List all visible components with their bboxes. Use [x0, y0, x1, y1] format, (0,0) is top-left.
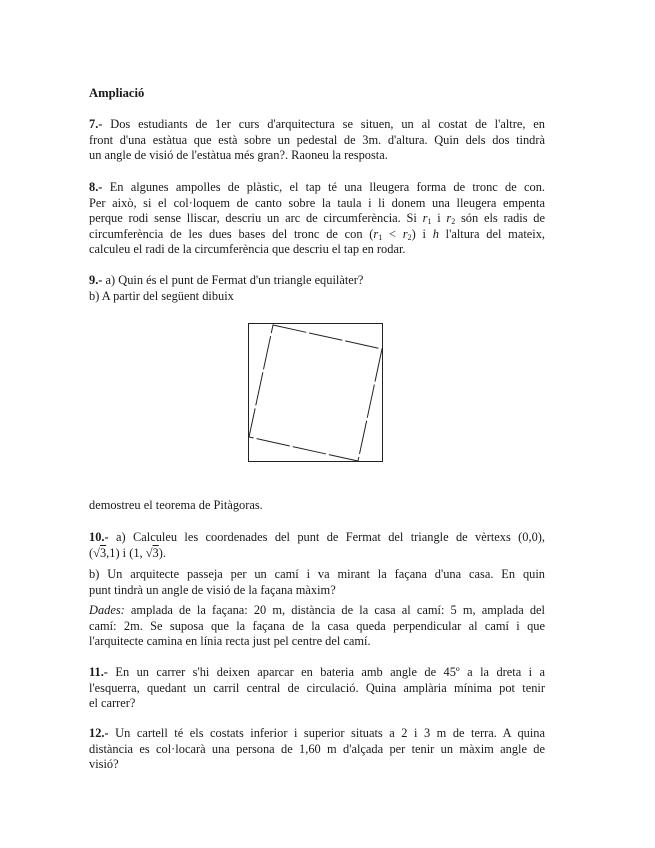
- problem-11: 11.- En un carrer s'hi deixen aparcar en bateria amb angle de 45º a la dreta i a l'esquerra, quedant un carril central de circulació. Quina amplària mínima pot tenir el carrer?: [89, 665, 545, 711]
- problem-12: 12.- Un cartell té els costats inferior i superior situats a 2 i 3 m de terra. A quina distància es col·locarà una persona de 1,60 m d'alçada per tenir un màxim angle de visió?: [89, 726, 545, 772]
- problem-7-number: 7.-: [89, 117, 103, 131]
- problem-10-number: 10.-: [89, 530, 109, 544]
- problem-11-number: 11.-: [89, 665, 108, 679]
- problem-8: 8.- En algunes ampolles de plàstic, el tap té una lleugera forma de tronc de con. Per això, si el col·loquem de canto sobre la taula i li donem una lleugera empenta perque rodi sense lliscar, descriu un arc de circumferència. Si $r_1$ i $r_2$ són els radis de circumferència de les dues bases del tronc de con $(r_1 < r_2)$ i h l'altura del mateix, calculeu el radi de la circumferència que descriu el tap en rodar.: [89, 180, 545, 257]
- section-heading: Ampliació: [89, 86, 145, 100]
- problem-7: 7.- Dos estudiants de 1er curs d'arquitectura se situen, un al costat de l'altre, en front d'una estàtua que està sobre un pedestal de 3m. d'altura. Quin dels dos tindrà un angle de visió de l'estàtua més gran?. Raoneu la resposta.: [89, 117, 545, 163]
- problem-9-number: 9.-: [89, 273, 103, 287]
- problem-9: 9.- a) Quin és el punt de Fermat d'un triangle equilàter? b) A partir del següent dibuix: [89, 273, 364, 303]
- problem-10-b: b) Un arquitecte passeja per un camí i va mirant la façana d'una casa. En quin punt tindrà un angle de visió de la façana màxim?: [89, 567, 545, 597]
- problem-10-data: Dades: amplada de la façana: 20 m, distància de la casa al camí: 5 m, amplada del camí: 2m. Se suposa que la façana de la casa queda perpendicular al camí i que l'arquitecte camina en línia recta just pel centre del camí.: [89, 603, 545, 649]
- problem-10: 10.- a) Calculeu les coordenades del punt de Fermat del triangle de vèrtexs (0,0), (√3,1) i (1, √3).: [89, 530, 545, 560]
- inner-tilted-square: [249, 325, 382, 461]
- pythagoras-figure: [248, 323, 384, 463]
- problem-12-number: 12.-: [89, 726, 109, 740]
- problem-8-number: 8.-: [89, 180, 103, 194]
- figure-followup: demostreu el teorema de Pitàgoras.: [89, 498, 263, 512]
